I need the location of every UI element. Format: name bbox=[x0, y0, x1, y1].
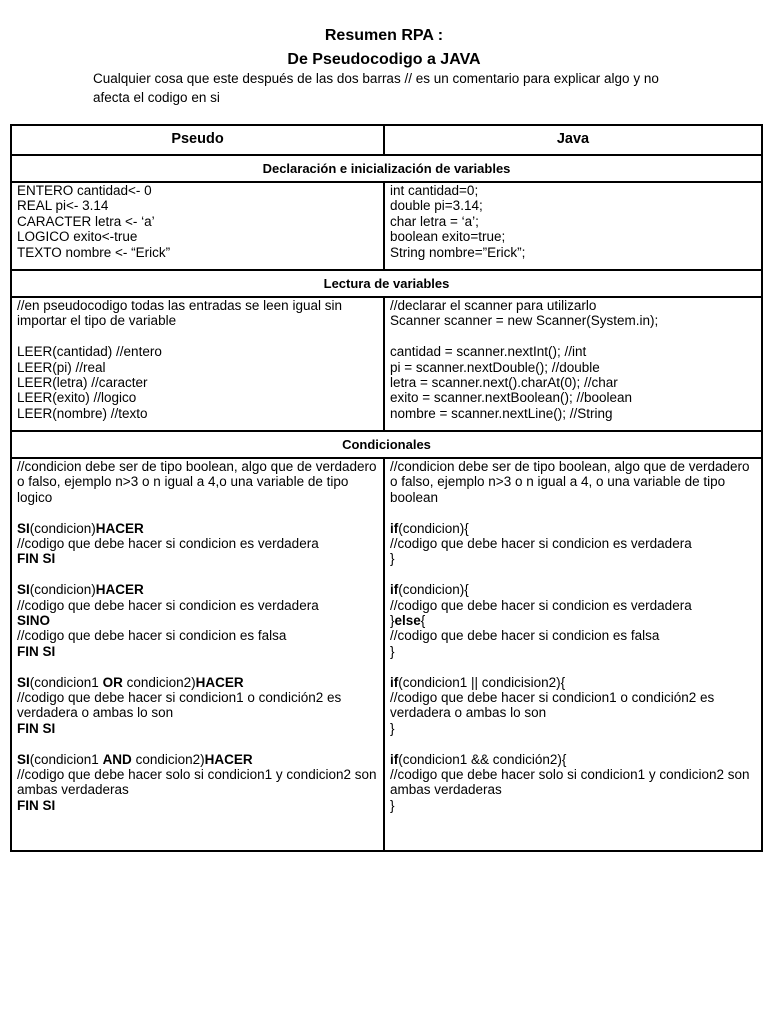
content-row-declaracion bbox=[11, 182, 762, 270]
java-or-close: } bbox=[390, 720, 395, 736]
comparison-table bbox=[10, 124, 763, 852]
pseudo-or-line: SI(condicion1 OR condicion2)HACER bbox=[17, 674, 244, 690]
section-row-declaracion bbox=[11, 155, 762, 182]
java-ifelse-close: } bbox=[390, 643, 395, 659]
java-lectura-cell: //declarar el scanner para utilizarlo Scanner scanner = new Scanner(System.in); cantidad = scanner.nextInt(); //int pi = scanner.nextDouble(); //double letra = scanner.next().charAt(0); //char exito = scanner.nextBoolean(); //boolean nombre = scanner.nextLine(); //String bbox=[384, 297, 762, 431]
pseudo-finsi: FIN SI bbox=[17, 551, 56, 567]
java-if-close: } bbox=[390, 551, 395, 567]
java-ifelse-body-false: //codigo que debe hacer si condicion es falsa bbox=[390, 628, 660, 644]
java-ifelse-line: if(condicion){ bbox=[390, 582, 469, 598]
content-row-condicionales bbox=[11, 458, 762, 851]
header-row bbox=[11, 125, 762, 155]
section-row-lectura bbox=[11, 270, 762, 297]
pseudo-cond-intro: //condicion debe ser de tipo boolean, algo que de verdadero o falso, ejemplo n>3 o n igual a 4,o una variable de tipo logico bbox=[17, 459, 377, 505]
page-title-line1: Resumen RPA : bbox=[324, 27, 444, 44]
pseudo-declaracion-cell: ENTERO cantidad<- 0 REAL pi<- 3.14 CARACTER letra <- ‘a’ LOGICO exito<-true TEXTO nombre <- “Erick” bbox=[11, 182, 384, 270]
pseudo-and-line: SI(condicion1 AND condicion2)HACER bbox=[17, 751, 253, 767]
pseudo-lectura-cell: //en pseudocodigo todas las entradas se leen igual sin importar el tipo de variable LEER(cantidad) //entero LEER(pi) //real LEER(letra) //caracter LEER(exito) //logico LEER(nombre) //texto bbox=[11, 297, 384, 431]
pseudo-and-finsi: FIN SI bbox=[17, 797, 56, 813]
java-else-line: }else{ bbox=[390, 613, 426, 629]
java-condicionales-cell bbox=[384, 458, 762, 851]
java-or-body: //codigo que debe hacer si condicion1 o condición2 es verdadera o ambas lo son bbox=[390, 690, 715, 721]
section-title-declaracion: Declaración e inicialización de variables bbox=[11, 155, 762, 182]
pseudo-sisino-body-true: //codigo que debe hacer si condicion es verdadera bbox=[17, 597, 319, 613]
pseudo-si-body: //codigo que debe hacer si condicion es verdadera bbox=[17, 536, 319, 552]
pseudo-and-body: //codigo que debe hacer solo si condicion1 y condicion2 son ambas verdaderas bbox=[17, 767, 377, 798]
java-ifelse-body-true: //codigo que debe hacer si condicion es verdadera bbox=[390, 597, 692, 613]
pseudo-condicionales-cell bbox=[11, 458, 384, 851]
pseudo-sino: SINO bbox=[17, 613, 51, 629]
column-header-java: Java bbox=[384, 125, 762, 155]
java-if-body: //codigo que debe hacer si condicion es verdadera bbox=[390, 536, 692, 552]
section-title-lectura: Lectura de variables bbox=[11, 270, 762, 297]
pseudo-or-finsi: FIN SI bbox=[17, 720, 56, 736]
java-declaracion-cell: int cantidad=0; double pi=3.14; char letra = ‘a’; boolean exito=true; String nombre=”Erick”; bbox=[384, 182, 762, 270]
java-cond-intro: //condicion debe ser de tipo boolean, algo que de verdadero o falso, ejemplo n>3 o n igual a 4, o una variable de tipo boolean bbox=[390, 459, 750, 505]
pseudo-sisino-line: SI(condicion)HACER bbox=[17, 582, 144, 598]
java-if-line: if(condicion){ bbox=[390, 520, 469, 536]
column-header-pseudo: Pseudo bbox=[11, 125, 384, 155]
section-title-condicionales: Condicionales bbox=[11, 431, 762, 458]
java-and-body: //codigo que debe hacer solo si condicion1 y condicion2 son ambas verdaderas bbox=[390, 767, 750, 798]
java-and-close: } bbox=[390, 797, 395, 813]
intro-text: Cualquier cosa que este después de las dos barras // es un comentario para explicar algo y no afecta el codigo en si bbox=[93, 71, 659, 105]
java-and-line: if(condicion1 && condición2){ bbox=[390, 751, 567, 767]
java-or-line: if(condicion1 || condicision2){ bbox=[390, 674, 566, 690]
pseudo-si-line: SI(condicion)HACER bbox=[17, 520, 144, 536]
section-row-condicionales bbox=[11, 431, 762, 458]
pseudo-sisino-finsi: FIN SI bbox=[17, 643, 56, 659]
page-title-line2: De Pseudocodigo a JAVA bbox=[287, 51, 481, 68]
pseudo-sisino-body-false: //codigo que debe hacer si condicion es falsa bbox=[17, 628, 287, 644]
content-row-lectura bbox=[11, 297, 762, 431]
pseudo-or-body: //codigo que debe hacer si condicion1 o condición2 es verdadera o ambas lo son bbox=[17, 690, 342, 721]
